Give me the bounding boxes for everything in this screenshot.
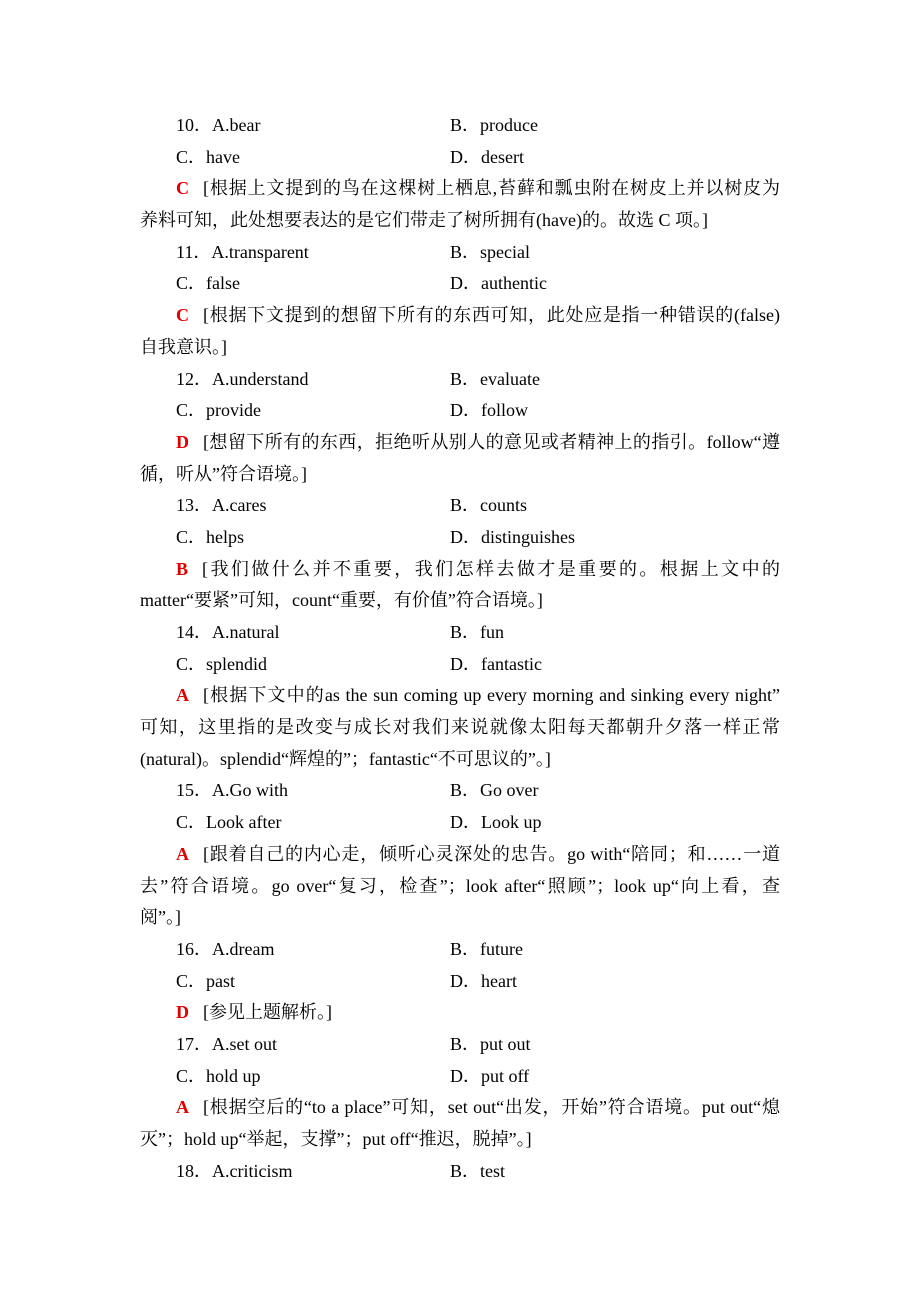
explanation-line (140, 585, 780, 617)
explanation-line (140, 205, 780, 237)
option-a-text: A.criticism (212, 1160, 293, 1181)
explanation-line (140, 839, 780, 871)
option-c: C．false (176, 273, 240, 294)
question-row (140, 110, 780, 142)
explanation-text: 自我意识。] (140, 336, 227, 357)
option-b: B．future (450, 938, 523, 959)
explanation-text: (natural)。splendid“辉煌的”；fantastic“不可思议的”。] (140, 748, 551, 769)
option-b: B．fun (450, 622, 504, 642)
option-c: C．Look after (176, 812, 282, 833)
explanation-line (140, 173, 780, 205)
document-body (140, 110, 780, 1187)
explanation-text: 循，听从”符合语境。] (140, 463, 307, 484)
option-c: C．provide (176, 400, 261, 421)
option-a (176, 237, 309, 269)
option-b: B．special (450, 241, 530, 262)
option-b: B．produce (450, 115, 538, 135)
option-d: D．authentic (450, 273, 547, 294)
question-number: 14． (176, 622, 212, 642)
question-row (140, 142, 780, 174)
option-d: D．distinguishes (450, 526, 576, 547)
explanation-line (140, 997, 780, 1029)
explanation-text: 养料可知，此处想要表达的是它们带走了树所拥有(have)的。故选 C 项。] (140, 210, 708, 231)
question-row (140, 395, 780, 427)
option-b: B．put out (450, 1033, 531, 1054)
option-d: D．put off (450, 1065, 530, 1086)
question-row (140, 237, 780, 269)
option-a-text: A.natural (212, 622, 280, 642)
option-a-text: A.cares (212, 495, 267, 516)
explanation-line (140, 744, 780, 776)
question-number: 11． (176, 241, 212, 262)
option-c: C．splendid (176, 653, 268, 674)
option-a-text: A.dream (212, 938, 275, 959)
option-d: D．Look up (450, 812, 542, 833)
option-a (176, 490, 266, 522)
explanation-text: 可知，这里指的是改变与成长对我们来说就像太阳每天都朝升夕落一样正常 (140, 717, 780, 738)
explanation-line (140, 332, 780, 364)
question-row (140, 934, 780, 966)
question-number: 13． (176, 495, 212, 516)
option-a (176, 617, 279, 649)
explanation-text: [根据下文提到的想留下所有的东西可知，此处应是指一种错误的(false) (203, 305, 780, 326)
explanation-text: 灭”；hold up“举起，支撑”；put off“推迟，脱掉”。] (140, 1129, 532, 1149)
option-c: C．have (176, 146, 240, 167)
answer-letter: A (176, 685, 189, 706)
option-a (176, 775, 288, 807)
option-a-text: A.bear (212, 115, 261, 135)
explanation-line (140, 554, 780, 586)
option-d: D．fantastic (450, 653, 542, 674)
answer-letter: B (176, 558, 189, 579)
question-row (140, 775, 780, 807)
option-a-text: A.transparent (211, 241, 309, 262)
option-a-text: A.set out (212, 1033, 277, 1054)
explanation-line (140, 1092, 780, 1124)
explanation-text: [我们做什么并不重要，我们怎样去做才是重要的。根据上文中的 (202, 558, 780, 579)
question-row (140, 1029, 780, 1061)
explanation-text: [根据上文提到的鸟在这棵树上栖息,苔藓和瓢虫附在树皮上并以树皮为 (203, 178, 780, 199)
option-b: B．test (450, 1160, 506, 1181)
explanation-text: [想留下所有的东西，拒绝听从别人的意见或者精神上的指引。follow“遵 (203, 431, 780, 452)
answer-letter: D (176, 431, 189, 452)
option-a (176, 1156, 292, 1188)
question-row (140, 268, 780, 300)
option-b: B．Go over (450, 780, 539, 801)
explanation-line (140, 427, 780, 459)
option-d: D．heart (450, 970, 517, 991)
explanation-text: [根据空后的“to a place”可知，set out“出发，开始”符合语境。put out“熄 (203, 1097, 780, 1118)
explanation-text: 阅”。] (140, 907, 181, 928)
option-a (176, 934, 274, 966)
option-a-text: A.understand (212, 368, 309, 389)
question-number: 18． (176, 1160, 212, 1181)
option-b: B．counts (450, 495, 528, 516)
option-c: C．hold up (176, 1065, 261, 1086)
explanation-line (140, 680, 780, 712)
answer-letter: A (176, 843, 189, 864)
option-c: C．past (176, 970, 236, 991)
answer-letter: C (176, 305, 189, 326)
explanation-line (140, 871, 780, 903)
option-c: C．helps (176, 526, 245, 547)
answer-letter: C (176, 178, 189, 199)
explanation-line (140, 902, 780, 934)
question-number: 16． (176, 938, 212, 959)
question-number: 12． (176, 368, 212, 389)
question-row (140, 1156, 780, 1188)
explanation-text: 去”符合语境。go over“复习，检查”；look after“照顾”；look up“向上看，查 (140, 875, 780, 896)
explanation-line (140, 459, 780, 491)
explanation-line (140, 300, 780, 332)
explanation-text: [跟着自己的内心走，倾听心灵深处的忠告。go with“陪同；和……一道 (203, 843, 780, 864)
question-row (140, 490, 780, 522)
explanation-line (140, 712, 780, 744)
question-row (140, 966, 780, 998)
option-a (176, 364, 308, 396)
option-d: D．desert (450, 146, 524, 167)
explanation-text: matter“要紧”可知，count“重要，有价值”符合语境。] (140, 590, 543, 611)
option-d: D．follow (450, 400, 528, 421)
question-row (140, 649, 780, 681)
option-a (176, 110, 260, 142)
option-a (176, 1029, 277, 1061)
answer-letter: A (176, 1097, 189, 1118)
answer-letter: D (176, 1002, 189, 1023)
question-row (140, 1061, 780, 1093)
explanation-text: [根据下文中的as the sun coming up every morning and sinking every night” (203, 685, 780, 706)
option-a-text: A.Go with (212, 780, 288, 801)
question-row (140, 807, 780, 839)
option-b: B．evaluate (450, 368, 540, 389)
explanation-line (140, 1124, 780, 1156)
explanation-text: [参见上题解析。] (203, 1002, 332, 1023)
question-row (140, 364, 780, 396)
question-number: 15． (176, 780, 212, 801)
question-row (140, 617, 780, 649)
question-number: 17． (176, 1033, 212, 1054)
question-number: 10． (176, 115, 212, 135)
question-row (140, 522, 780, 554)
